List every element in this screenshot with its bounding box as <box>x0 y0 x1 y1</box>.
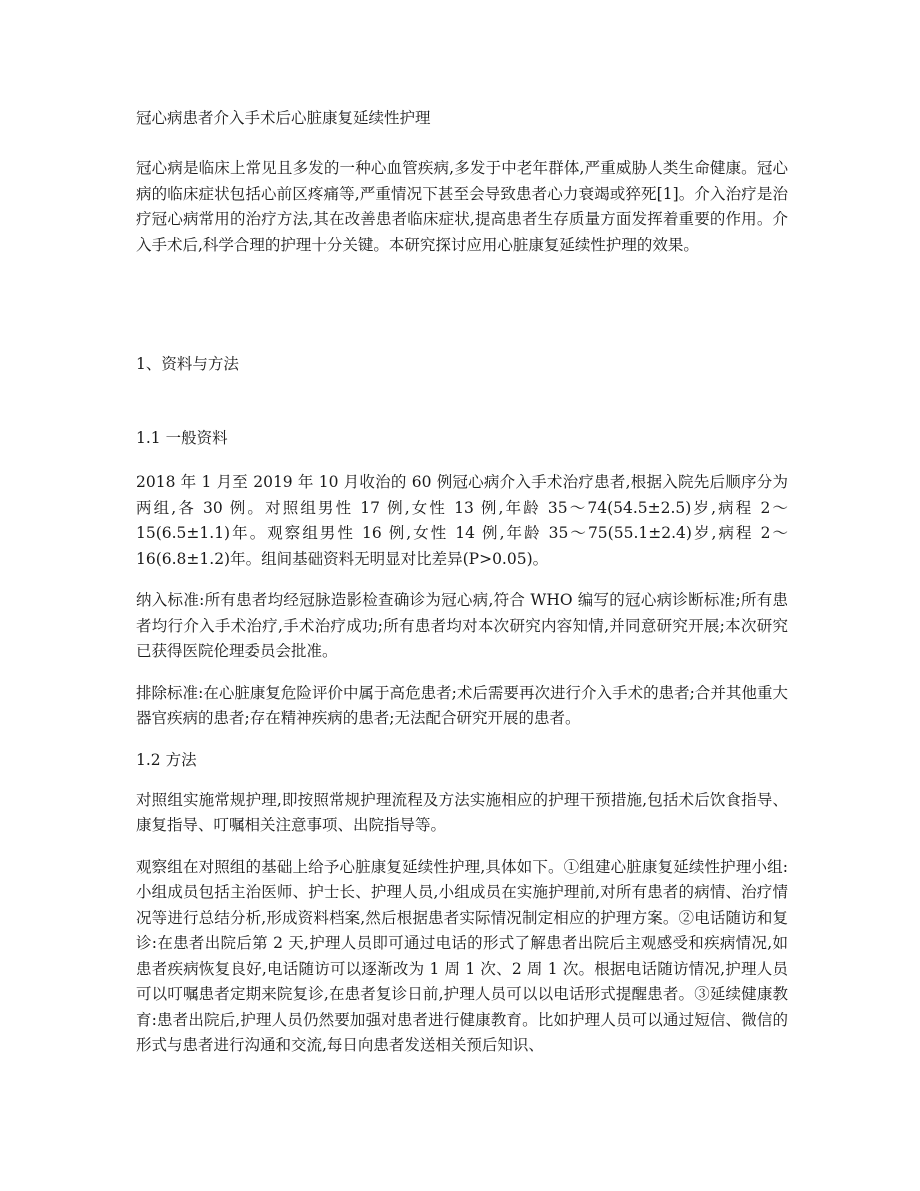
section-heading-materials-methods: 1、资料与方法 <box>136 355 239 373</box>
page-title: 冠心病患者介入手术后心脏康复延续性护理 <box>136 109 431 127</box>
control-group-method-paragraph: 对照组实施常规护理,即按照常规护理流程及方法实施相应的护理干预措施,包括术后饮食指导、康复指导、叮嘱相关注意事项、出院指导等。 <box>136 790 788 834</box>
intro-paragraph: 冠心病是临床上常见且多发的一种心血管疾病,多发于中老年群体,严重威胁人类生命健康。冠心病的临床症状包括心前区疼痛等,严重情况下甚至会导致患者心力衰竭或猝死[1]。介入治疗是治疗冠心病常用的治疗方法,其在改善患者临床症状,提高患者生存质量方面发挥着重要的作用。介入手术后,科学合理的护理十分关键。本研究探讨应用心脏康复延续性护理的效果。 <box>136 159 788 254</box>
subsection-heading-general-data: 1.1 一般资料 <box>136 429 228 447</box>
exclusion-criteria-paragraph: 排除标准:在心脏康复危险评价中属于高危患者;术后需要再次进行介入手术的患者;合并其他重大器官疾病的患者;存在精神疾病的患者;无法配合研究开展的患者。 <box>136 683 788 727</box>
observation-group-method-paragraph: 观察组在对照组的基础上给予心脏康复延续性护理,具体如下。①组建心脏康复延续性护理小组:小组成员包括主治医师、护士长、护理人员,小组成员在实施护理前,对所有患者的病情、治疗情况等进行总结分析,形成资料档案,然后根据患者实际情况制定相应的护理方案。②电话随访和复诊:在患者出院后第 2 天,护理人员即可通过电话的形式了解患者出院后主观感受和疾病情况,如患者疾病恢复良好,电话随访可以逐渐改为 1 周 1 次、2 周 1 次。根据电话随访情况,护理人员可以叮嘱患者定期来院复诊,在患者复诊日前,护理人员可以以电话形式提醒患者。③延续健康教育:患者出院后,护理人员仍然要加强对患者进行健康教育。比如护理人员可以通过短信、微信的形式与患者进行沟通和交流,每日向患者发送相关预后知识、 <box>136 857 788 1054</box>
subsection-heading-methods: 1.2 方法 <box>136 750 197 769</box>
general-data-paragraph: 2018 年 1 月至 2019 年 10 月收治的 60 例冠心病介入手术治疗患者,根据入院先后顺序分为两组,各 30 例。对照组男性 17 例,女性 13 例,年龄 35～74(54.5±2.5)岁,病程 2～15(6.5±1.1)年。观察组男性 16 例,女性 14 例,年龄 35～75(55.1±2.4)岁,病程 2～16(6.8±1.2)年。组间基础资料无明显对比差异(P>0.05)。 <box>136 473 788 568</box>
inclusion-criteria-paragraph: 纳入标准:所有患者均经冠脉造影检查确诊为冠心病,符合 WHO 编写的冠心病诊断标准;所有患者均行介入手术治疗,手术治疗成功;所有患者均对本次研究内容知情,并同意研究开展;本次研究已获得医院伦理委员会批准。 <box>136 591 788 660</box>
